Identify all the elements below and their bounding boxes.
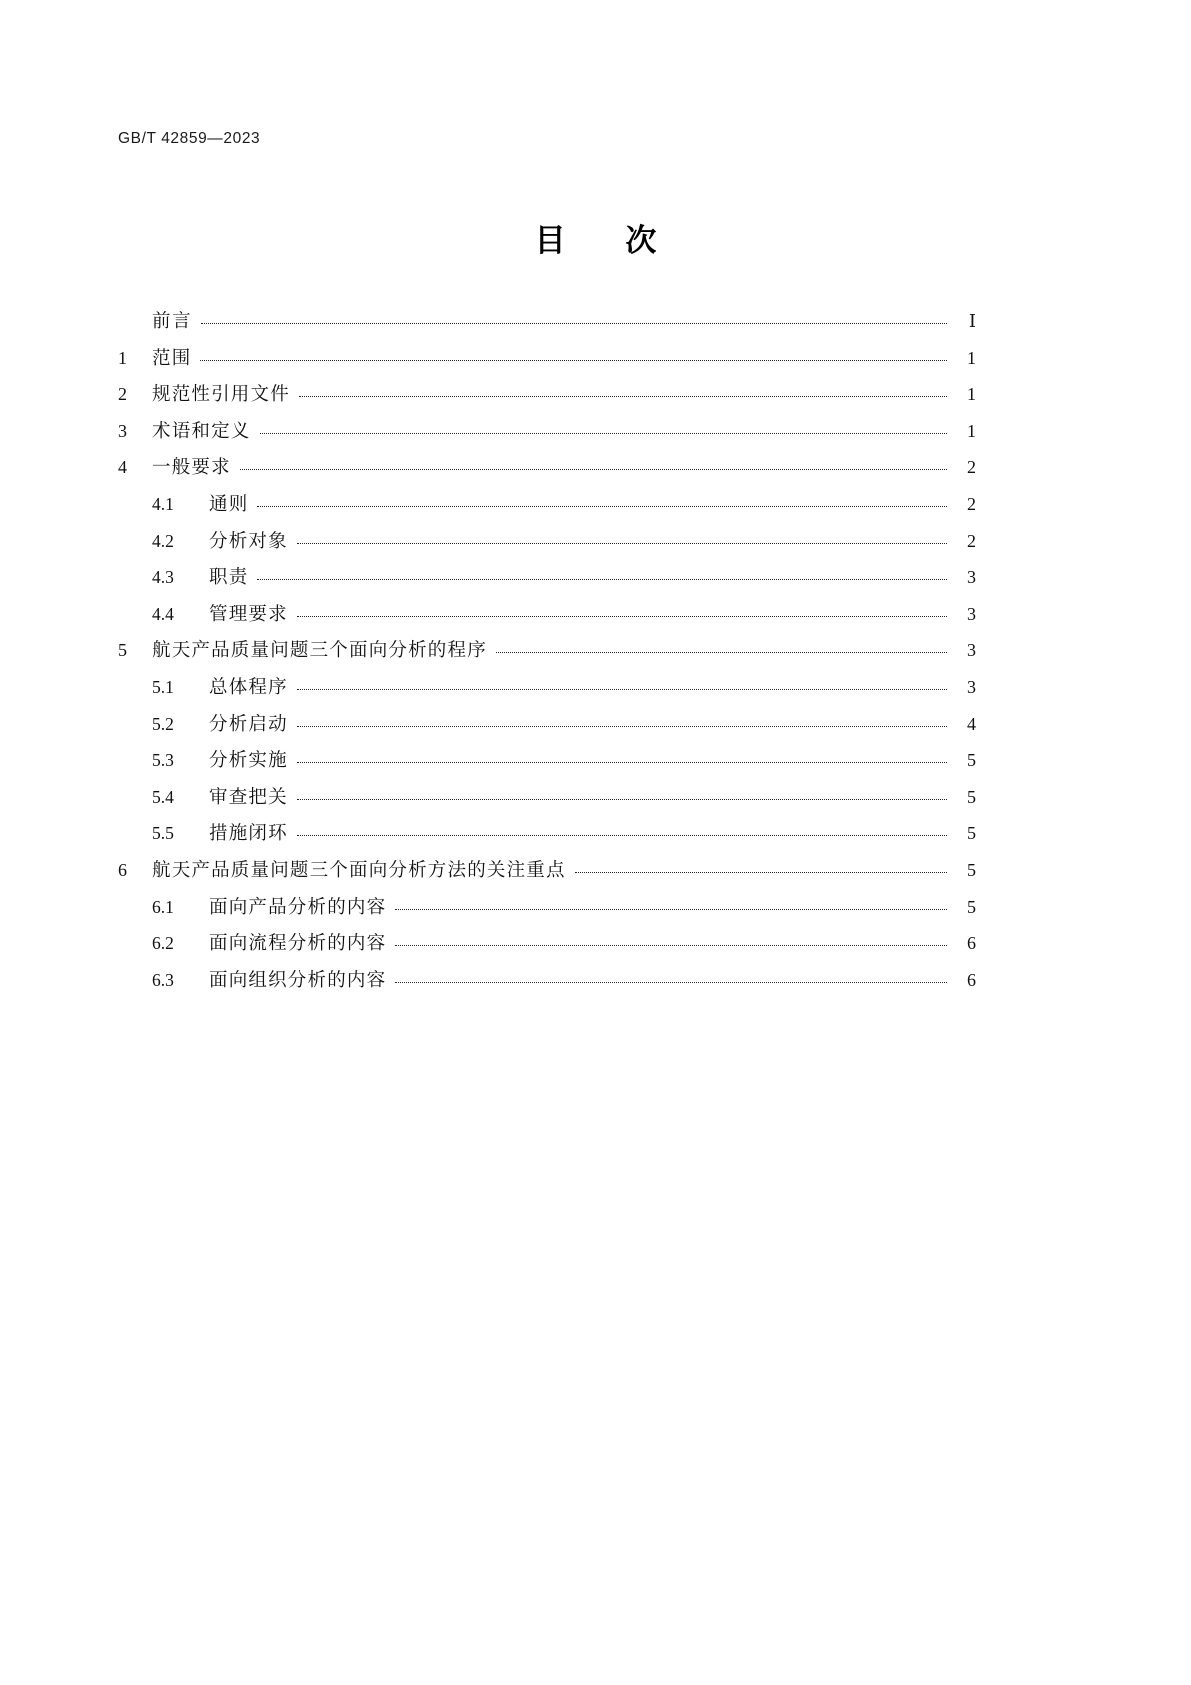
toc-entry-number: 1 <box>118 347 127 368</box>
toc-entry-label: 面向流程分析的内容 <box>209 934 387 955</box>
toc-entry-number: 4.2 <box>152 530 174 551</box>
toc-leader-dots <box>297 799 947 800</box>
toc-entry-number: 5.5 <box>152 823 174 844</box>
toc-entry[interactable] <box>118 824 976 861</box>
toc-leader-dots <box>257 506 947 507</box>
toc-entry-page-number: Ⅰ <box>968 311 976 331</box>
toc-leader-dots <box>496 652 947 653</box>
toc-entry[interactable] <box>118 788 976 825</box>
toc-entry-label: 分析对象 <box>209 531 288 552</box>
toc-leader-dots <box>297 616 947 617</box>
toc-entry-label: 职责 <box>209 568 249 589</box>
page-title: 目 次 <box>534 223 683 258</box>
toc-entry-page-number: 2 <box>967 457 976 478</box>
toc-entry-label: 分析实施 <box>209 751 288 772</box>
toc-entry-label: 分析启动 <box>209 714 288 735</box>
toc-entry-label: 管理要求 <box>209 604 288 625</box>
toc-entry-number: 6.1 <box>152 896 174 917</box>
toc-leader-dots <box>395 945 947 946</box>
toc-entry-number: 5.4 <box>152 786 174 807</box>
toc-entry[interactable] <box>118 934 976 971</box>
toc-entry[interactable] <box>118 312 976 349</box>
toc-entry-page-number: 3 <box>967 567 976 588</box>
toc-leader-dots <box>257 579 947 580</box>
toc-entry-label: 航天产品质量问题三个面向分析的程序 <box>152 641 487 662</box>
toc-entry-number: 2 <box>118 384 127 405</box>
toc-entry-page-number: 6 <box>967 969 976 990</box>
toc-entry-label: 一般要求 <box>152 458 231 479</box>
toc-entry-page-number: 5 <box>967 896 976 917</box>
toc-entry-page-number: 2 <box>967 493 976 514</box>
toc-entry-page-number: 1 <box>967 384 976 405</box>
toc-entry[interactable] <box>118 861 976 898</box>
toc-entry[interactable] <box>118 349 976 386</box>
toc-entry[interactable] <box>118 751 976 788</box>
toc-entry-label: 面向产品分析的内容 <box>209 897 387 918</box>
toc-leader-dots <box>260 433 947 434</box>
toc-entry-page-number: 5 <box>967 823 976 844</box>
toc-entry[interactable] <box>118 641 976 678</box>
standard-number: GB/T 42859—2023 <box>118 130 261 147</box>
toc-entry[interactable] <box>118 532 976 569</box>
toc-entry[interactable] <box>118 495 976 532</box>
toc-entry[interactable] <box>118 678 976 715</box>
toc-entry-number: 4.4 <box>152 603 174 624</box>
toc-leader-dots <box>240 469 947 470</box>
toc-entry-page-number: 4 <box>967 713 976 734</box>
toc-entry-page-number: 1 <box>967 347 976 368</box>
toc-entry-number: 6.2 <box>152 933 174 954</box>
toc-entry[interactable] <box>118 715 976 752</box>
toc-entry-label: 面向组织分析的内容 <box>209 970 387 991</box>
toc-entry[interactable] <box>118 605 976 642</box>
toc-entry-page-number: 3 <box>967 640 976 661</box>
toc-entry-label: 总体程序 <box>209 677 288 698</box>
toc-entry-page-number: 2 <box>967 530 976 551</box>
toc-entry[interactable] <box>118 898 976 935</box>
toc-entry-label: 措施闭环 <box>209 824 288 845</box>
toc-entry-page-number: 5 <box>967 859 976 880</box>
toc-leader-dots <box>200 360 947 361</box>
toc-leader-dots <box>297 762 947 763</box>
toc-entry-number: 5.3 <box>152 750 174 771</box>
toc-entry-number: 4.1 <box>152 493 174 514</box>
toc-entry-number: 5 <box>118 640 127 661</box>
toc-entry-label: 术语和定义 <box>152 421 251 442</box>
table-of-contents <box>118 312 976 1007</box>
toc-leader-dots <box>201 323 947 324</box>
toc-entry-number: 3 <box>118 420 127 441</box>
toc-leader-dots <box>297 689 947 690</box>
toc-entry-page-number: 3 <box>967 603 976 624</box>
toc-entry-label: 规范性引用文件 <box>152 385 290 406</box>
toc-entry-number: 4.3 <box>152 567 174 588</box>
toc-entry-page-number: 5 <box>967 786 976 807</box>
toc-leader-dots <box>395 909 947 910</box>
toc-entry-page-number: 5 <box>967 750 976 771</box>
toc-entry-label: 航天产品质量问题三个面向分析方法的关注重点 <box>152 860 566 881</box>
toc-entry-page-number: 3 <box>967 676 976 697</box>
toc-leader-dots <box>297 835 947 836</box>
toc-entry-number: 5.2 <box>152 713 174 734</box>
toc-entry[interactable] <box>118 422 976 459</box>
toc-entry-number: 5.1 <box>152 676 174 697</box>
toc-entry[interactable] <box>118 458 976 495</box>
toc-entry-number: 6 <box>118 859 127 880</box>
toc-entry-page-number: 1 <box>967 420 976 441</box>
toc-leader-dots <box>395 982 947 983</box>
toc-entry-label: 前言 <box>152 312 193 332</box>
toc-entry-label: 审查把关 <box>209 787 288 808</box>
toc-leader-dots <box>297 543 947 544</box>
toc-leader-dots <box>575 872 947 873</box>
toc-entry-label: 通则 <box>209 494 249 515</box>
toc-entry-number: 6.3 <box>152 969 174 990</box>
toc-entry-page-number: 6 <box>967 933 976 954</box>
toc-entry[interactable] <box>118 568 976 605</box>
toc-entry[interactable] <box>118 385 976 422</box>
toc-entry-number: 4 <box>118 457 127 478</box>
toc-entry-label: 范围 <box>152 348 192 369</box>
toc-leader-dots <box>297 726 947 727</box>
toc-leader-dots <box>299 396 947 397</box>
toc-entry[interactable] <box>118 971 976 1008</box>
